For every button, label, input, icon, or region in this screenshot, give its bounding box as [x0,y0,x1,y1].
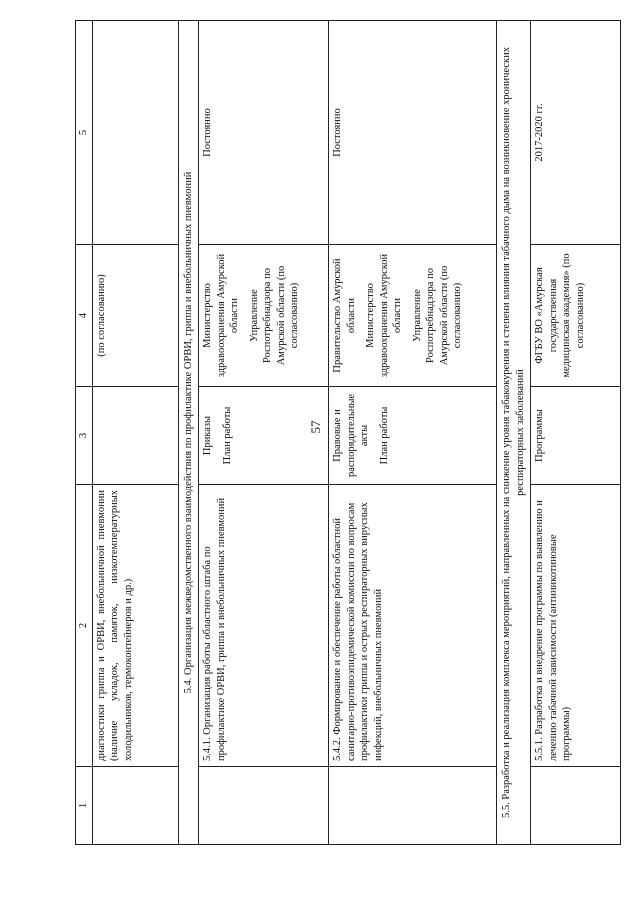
section-row [497,21,531,845]
executor: Министерство здравоохранения Амурской области [365,253,404,378]
action-cell: 5.4.1. Организация работы областного штаба по профилактике ОРВИ, гриппа и внебольничных пневмоний [199,485,329,767]
section-row [179,21,199,845]
table-row [199,21,329,845]
section-title: 5.4. Организация межведомственного взаимодействия по профилактике ОРВИ, гриппа и внебольничных пневмоний [179,21,199,845]
action-cell: 5.5.1. Разработка и внедрение программы по выявлению и лечению табачной зависимости (антиникотиновые программы) [531,485,621,767]
document-cell [199,387,329,485]
plan-table [75,20,621,845]
document-cell [329,387,497,485]
executor: Правительство Амурской области [332,258,357,373]
executor: ФГБУ ВО «Амурская государственная медицинская академия» (по согласованию) [534,253,586,378]
table-row [531,21,621,845]
executor-cell [199,245,329,387]
table-row [93,21,179,845]
action-cell: диагностики гриппа и ОРВИ, внебольничной пневмонии (наличие укладок, памяток, низкотемпературных холодильников, термоконтейнеров и др.) [93,485,179,767]
term-cell: Постоянно [329,21,497,245]
document-type: Правовые и распорядительные акты [332,393,371,478]
page-number: 57 [308,420,323,434]
executor: Управление Роспотребнадзора по Амурской области (по согласованию) [411,265,463,366]
document-type: План работы [378,406,390,465]
executor: Управление Роспотребнадзора по Амурской области (по согласованию) [248,265,301,366]
executor-cell [531,245,621,387]
column-number: 2 [76,485,93,767]
action-cell: 5.4.2. Формирование и обеспечение работы областной санитарно-противоэпидемической комиссии по вопросам профилактики гриппа и острых респираторных вирусных инфекций, внебольничных пневмоний [329,485,497,767]
table-row [329,21,497,845]
term-cell: Постоянно [199,21,329,245]
column-number: 5 [76,21,93,245]
document-type: Программы [534,409,546,462]
rotated-page [75,20,640,845]
document-type: План работы [221,406,233,465]
rotated-content [75,20,640,845]
executor-cell [329,245,497,387]
section-title: 5.5. Разработка и реализация комплекса мероприятий, направленных на снижение уровня табакокурения и степени влияния табачного дыма на возникновение хронических респираторных заболеваний [497,21,531,845]
executor: Министерство здравоохранения Амурской области [202,253,241,378]
term-cell: 2017-2020 гг. [531,21,621,245]
document-cell [531,387,621,485]
executor-cell: (по согласованию) [93,245,179,387]
document-type: Приказы [202,415,214,456]
column-number: 1 [76,767,93,845]
table-header-row [76,21,93,845]
column-number: 4 [76,245,93,387]
column-number: 3 [76,387,93,485]
